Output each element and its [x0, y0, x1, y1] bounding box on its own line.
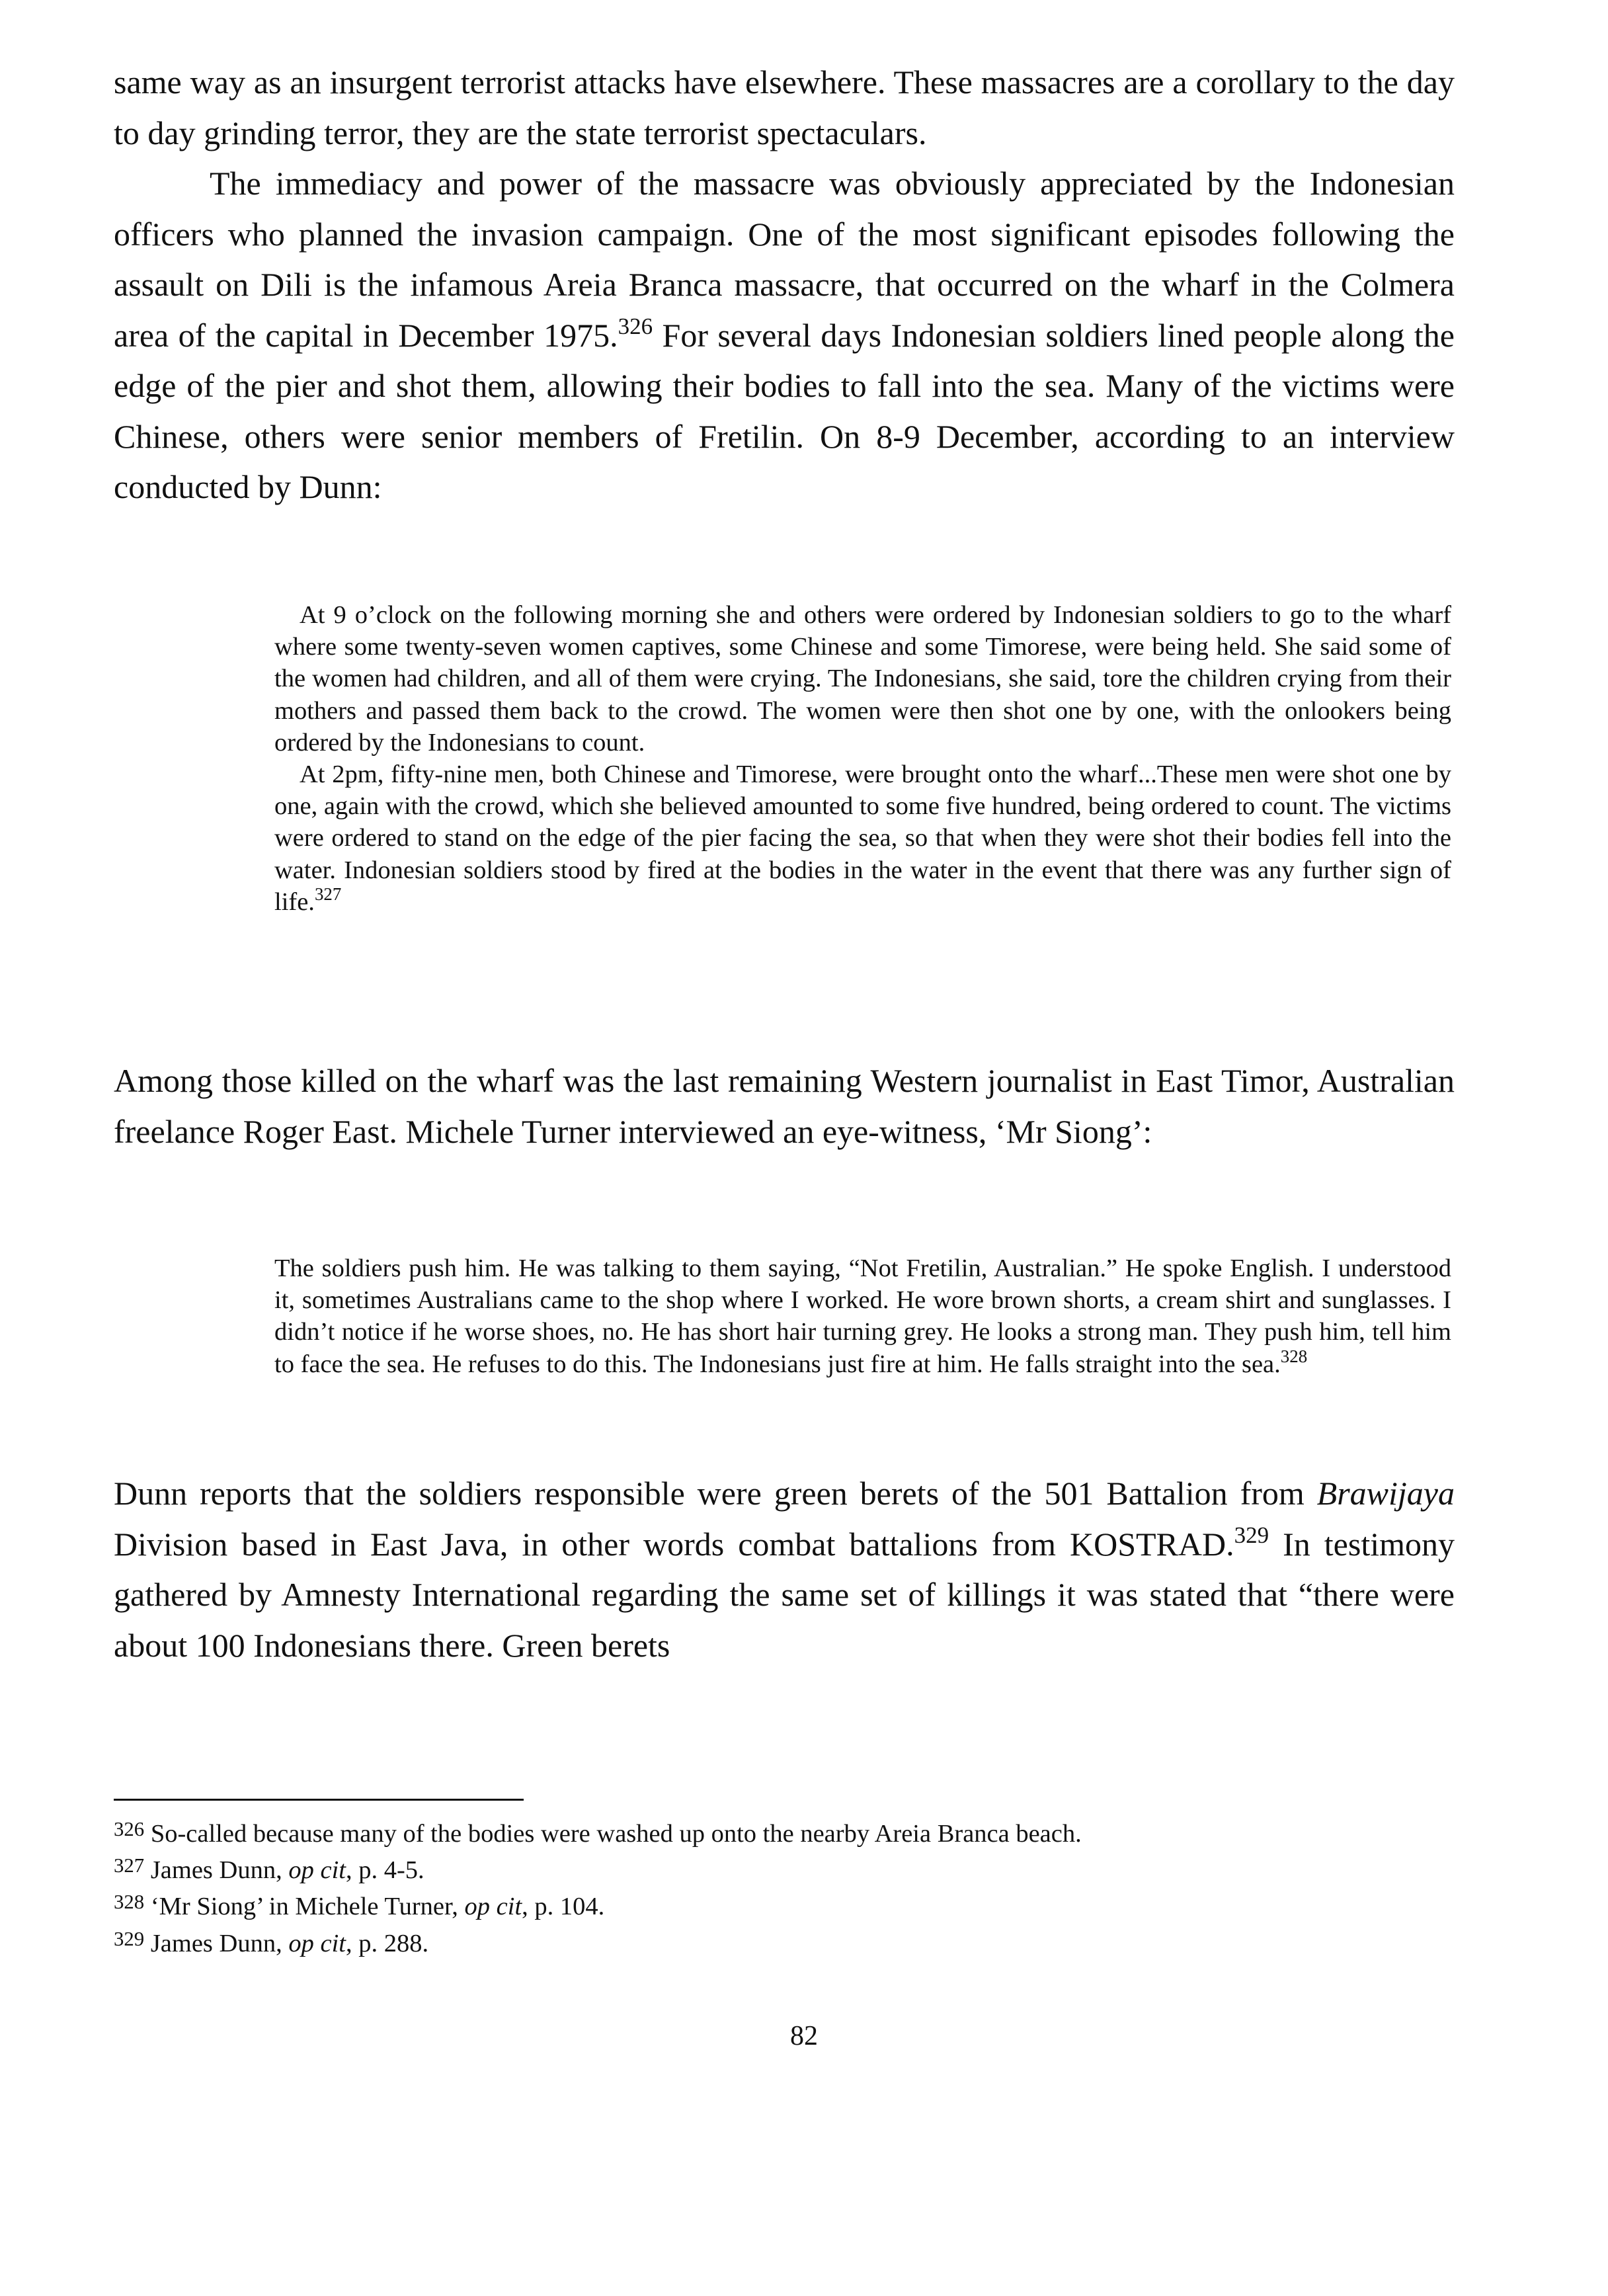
block-quote-2 — [274, 1252, 1451, 1380]
paragraph-1 — [114, 57, 1455, 158]
paragraph-3 — [114, 1055, 1455, 1157]
footnote-italic: op cit — [288, 1929, 346, 1957]
block-quote-1 — [274, 599, 1451, 918]
footnote-italic: op cit — [288, 1856, 346, 1885]
footnote-number: 328 — [114, 1891, 145, 1914]
footnote-text: So-called because many of the bodies were washed up onto the nearby Areia Branca beach. — [150, 1820, 1082, 1848]
paragraph-4-text-b: Division based in East Java, in other words combat battalions from KOSTRAD. — [114, 1525, 1234, 1563]
paragraph-2-rest: For several days Indonesian soldiers lined people along the edge of the pier and shot them, allowing their bodies to fall into the sea. Many of the victims were Chinese, others were senior members of Fretilin. On 8-9 December, according to an interview conducted by Dunn: — [114, 316, 1455, 505]
page-number: 82 — [790, 2021, 818, 2051]
paragraph-2-text: The immediacy and power of the massacre was obviously appreciated by the Indonesian officers who planned the invasion campaign. One of the most significant episodes following the assault on Dili is the infamous Areia Branca massacre, that occurred on the wharf in the Colmera area of the capital in December 1975. — [114, 165, 1455, 354]
footnote-text: James Dunn, — [150, 1929, 289, 1957]
block-quote-1-para-2 — [274, 758, 1451, 918]
footnotes — [114, 1813, 1455, 1959]
footnote-ref-326: 326 — [618, 313, 653, 339]
paragraph-3-text: Among those killed on the wharf was the last remaining Western journalist in East Timor, Australian freelance Roger East. Michele Turner interviewed an eye-witness, ‘Mr Siong’: — [114, 1062, 1455, 1150]
footnote-ref-327: 327 — [314, 884, 342, 905]
footnote-text: James Dunn, — [150, 1856, 289, 1885]
block-quote-1-para-1: At 9 o’clock on the following morning she and others were ordered by Indonesian soldiers to go to the wharf where some twenty-seven women captives, some Chinese and some Timorese, were being held. She said some of the women had children, and all of them were crying. The Indonesians, she said, tore the children crying from their mothers and passed them back to the crowd. The women were then shot one by one, with the onlookers being ordered by the Indonesians to count. — [274, 601, 1451, 757]
paragraph-4-italic: Brawijaya — [1316, 1475, 1455, 1512]
footnote-text: , p. 4-5. — [345, 1856, 424, 1885]
block-quote-2-para — [274, 1252, 1451, 1380]
paragraph-1-text: same way as an insurgent terrorist attacks have elsewhere. These massacres are a corollary to the day to day grinding terror, they are the state terrorist spectaculars. — [114, 63, 1455, 151]
footnote-ref-328: 328 — [1280, 1346, 1308, 1366]
footnote-327 — [114, 1850, 1455, 1886]
footnote-329 — [114, 1923, 1455, 1959]
paragraph-4 — [114, 1468, 1455, 1670]
footnote-separator — [114, 1799, 524, 1801]
footnote-text: , p. 288. — [345, 1929, 429, 1957]
block-quote-2-text: The soldiers push him. He was talking to them saying, “Not Fretilin, Australian.” He spoke English. I understood it, sometimes Australians came to the shop where I worked. He wore brown shorts, a cream shirt and sunglasses. I didn’t notice if he worse shoes, no. He has short hair turning grey. He looks a strong man. They push him, tell him to face the sea. He refuses to do this. The Indonesians just fire at him. He falls straight into the sea. — [274, 1254, 1451, 1378]
paragraph-2 — [114, 158, 1455, 512]
footnote-ref-329: 329 — [1234, 1522, 1269, 1548]
footnote-text: ‘Mr Siong’ in Michele Turner, — [150, 1893, 465, 1921]
footnote-number: 326 — [114, 1818, 145, 1840]
paragraph-4-text-c: In testimony gathered by Amnesty International regarding the same set of killings it was stated that “there were about 100 Indonesians there. Green berets — [114, 1525, 1455, 1664]
paragraph-4-text-a: Dunn reports that the soldiers responsible were green berets of the 501 Battalion from — [114, 1475, 1317, 1512]
footnote-326 — [114, 1813, 1455, 1850]
footnote-328 — [114, 1886, 1455, 1922]
block-quote-1-para-2-text: At 2pm, fifty-nine men, both Chinese and Timorese, were brought onto the wharf...These men were shot one by one, again with the crowd, which she believed amounted to some five hundred, being ordered to count. The victims were ordered to stand on the edge of the pier facing the sea, so that when they were shot their bodies fell into the water. Indonesian soldiers stood by fired at the bodies in the water in the event that there was any further sign of life. — [274, 760, 1451, 916]
footnote-number: 327 — [114, 1854, 145, 1877]
footnote-number: 329 — [114, 1927, 145, 1950]
footnote-text: , p. 104. — [522, 1893, 605, 1921]
footnote-italic: op cit — [464, 1893, 522, 1921]
